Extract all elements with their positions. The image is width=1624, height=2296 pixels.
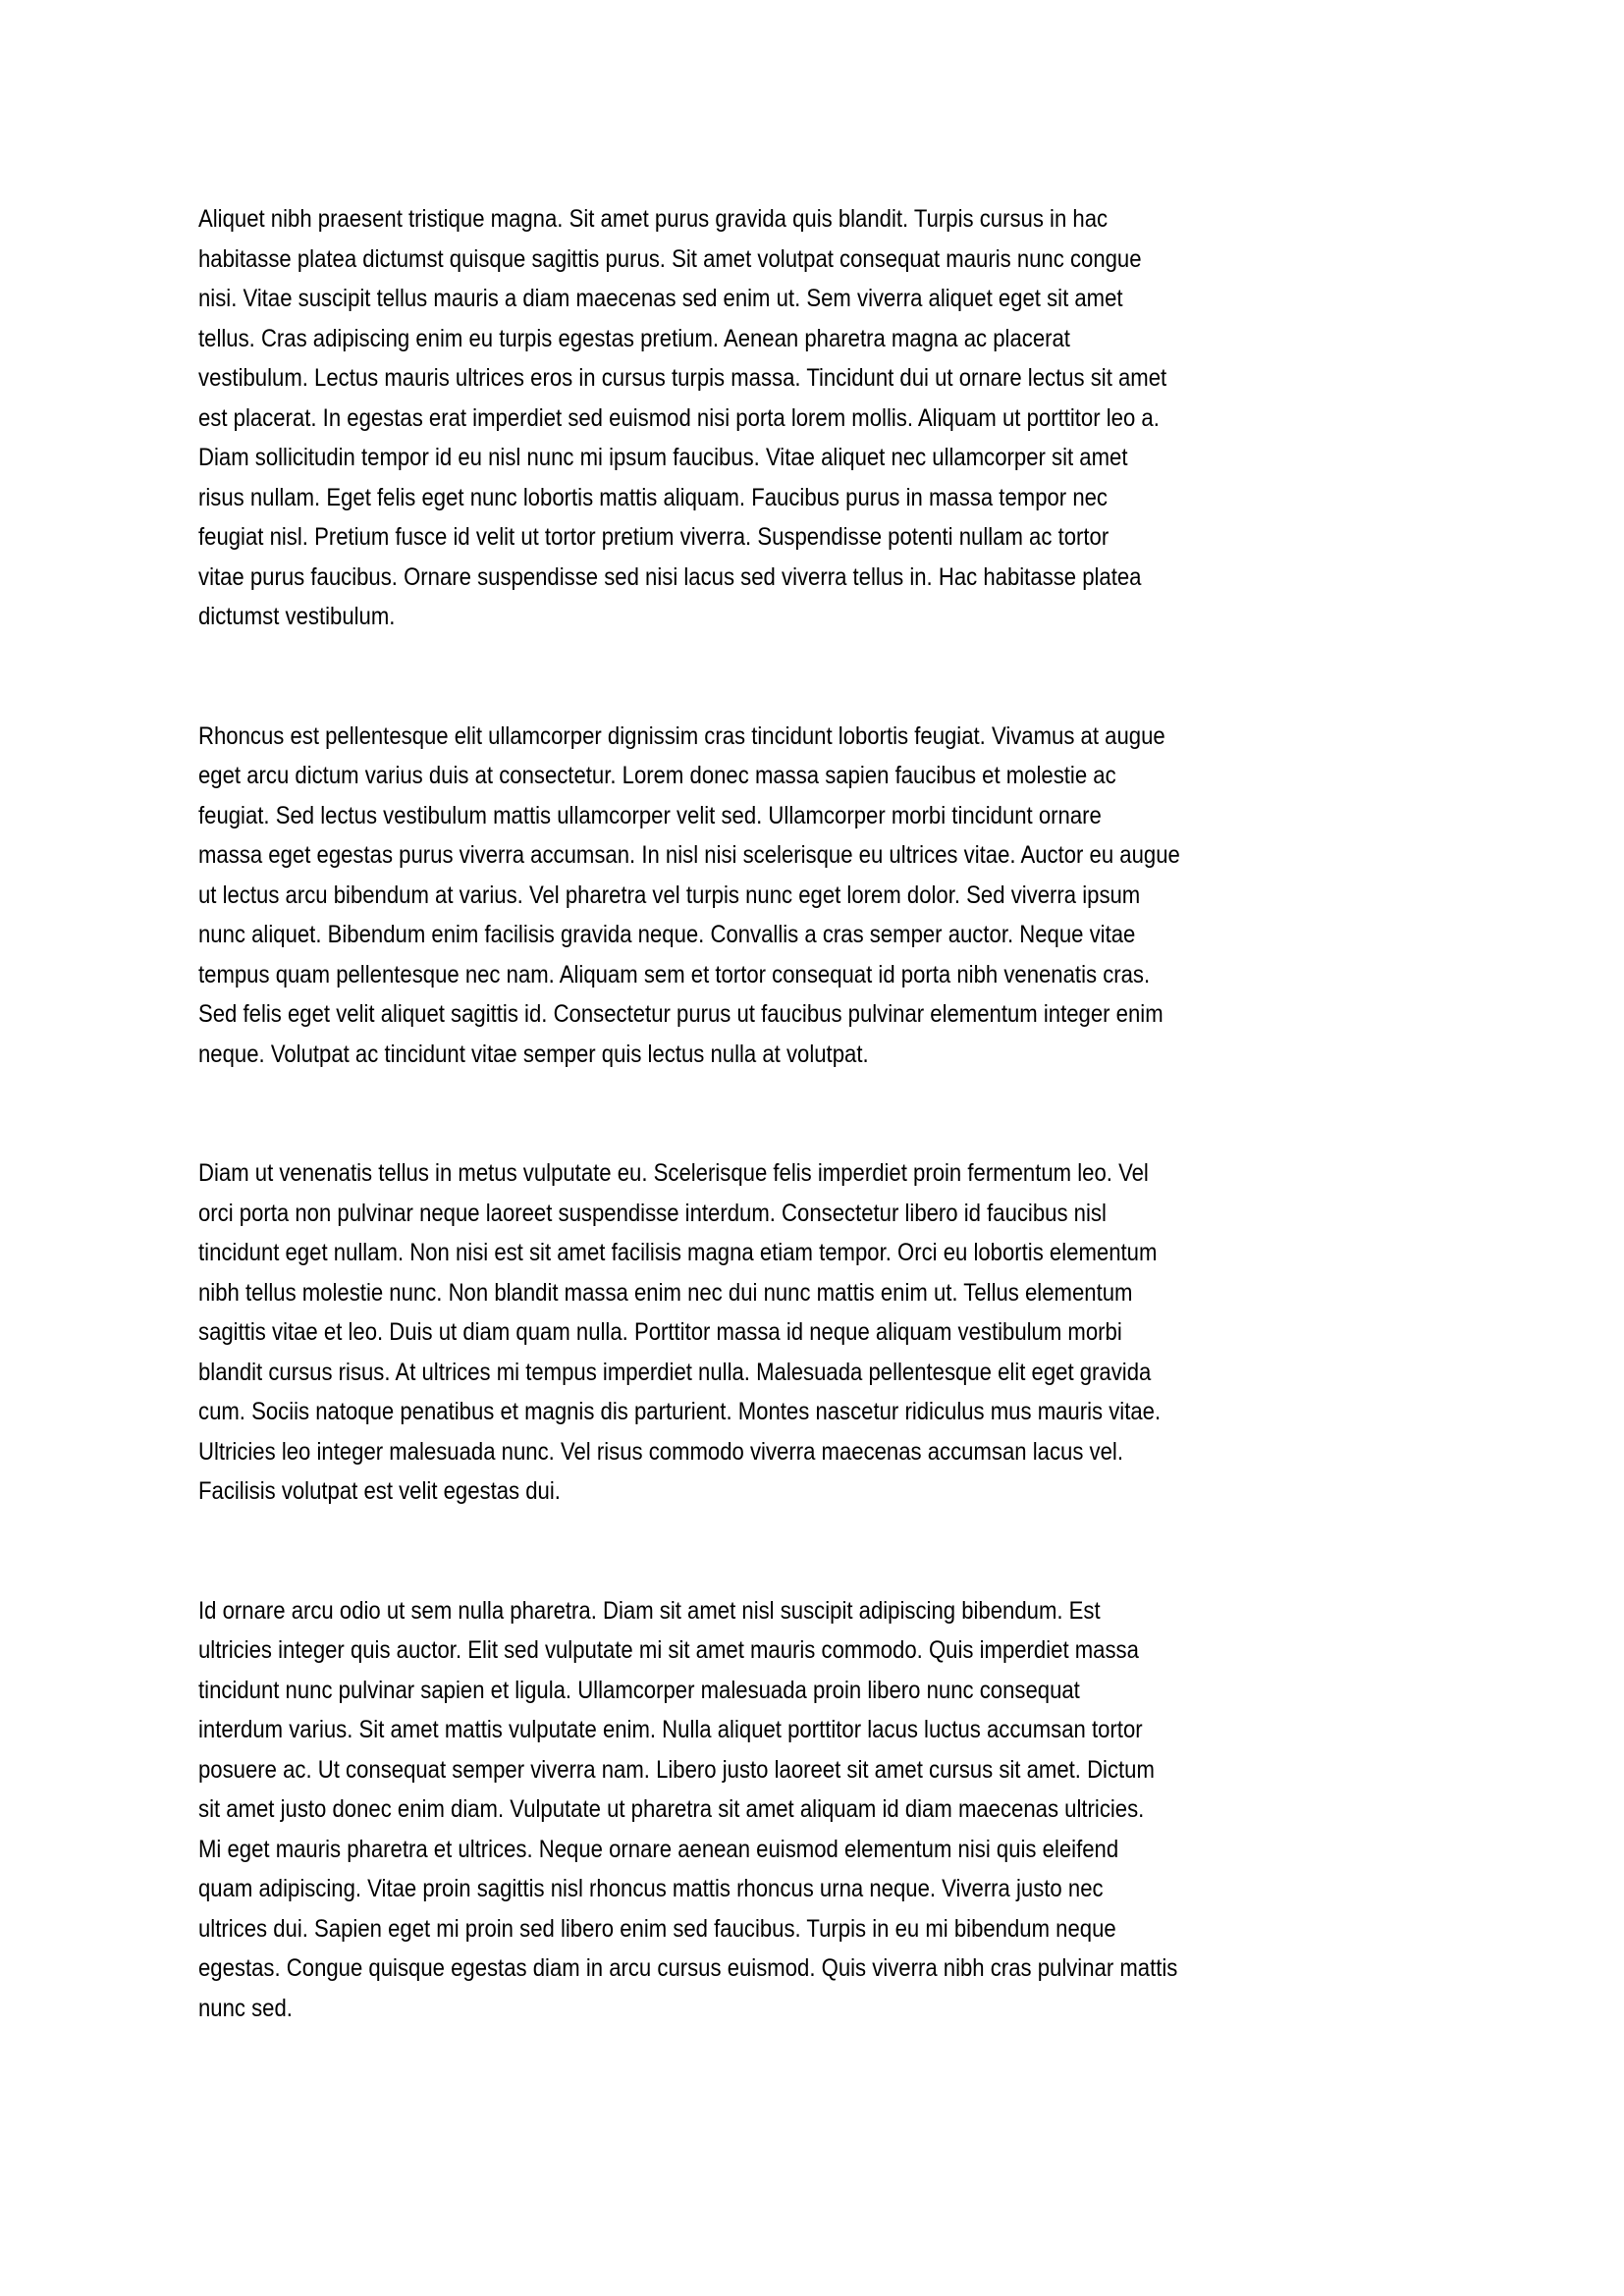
text-line: Ultricies leo integer malesuada nunc. Vel risus commodo viverra maecenas accumsan lacus vel. <box>198 1437 1123 1466</box>
text-line: ultricies integer quis auctor. Elit sed vulputate mi sit amet mauris commodo. Quis imperdiet massa <box>198 1636 1139 1664</box>
paragraph-1 <box>198 199 1435 637</box>
text-line: feugiat. Sed lectus vestibulum mattis ullamcorper velit sed. Ullamcorper morbi tincidunt ornare <box>198 801 1102 829</box>
text-line: egestas. Congue quisque egestas diam in arcu cursus euismod. Quis viverra nibh cras pulvinar mattis <box>198 1954 1178 1982</box>
text-line: tellus. Cras adipiscing enim eu turpis egestas pretium. Aenean pharetra magna ac placerat <box>198 324 1070 352</box>
text-line: nunc sed. <box>198 1994 293 2022</box>
text-line: vestibulum. Lectus mauris ultrices eros in cursus turpis massa. Tincidunt dui ut ornare lectus sit amet <box>198 364 1167 392</box>
paragraph-3 <box>198 1153 1435 1512</box>
text-line: Sed felis eget velit aliquet sagittis id. Consectetur purus ut faucibus pulvinar elementum integer enim <box>198 1000 1164 1028</box>
paragraph-4 <box>198 1591 1435 2029</box>
text-line: risus nullam. Eget felis eget nunc lobortis mattis aliquam. Faucibus purus in massa tempor nec <box>198 483 1109 511</box>
text-line: Id ornare arcu odio ut sem nulla pharetra. Diam sit amet nisl suscipit adipiscing bibendum. Est <box>198 1596 1101 1625</box>
text-line: orci porta non pulvinar neque laoreet suspendisse interdum. Consectetur libero id faucibus nisl <box>198 1199 1107 1227</box>
text-line: neque. Volutpat ac tincidunt vitae semper quis lectus nulla at volutpat. <box>198 1040 869 1068</box>
text-line: Diam sollicitudin tempor id eu nisl nunc mi ipsum faucibus. Vitae aliquet nec ullamcorper sit amet <box>198 444 1128 471</box>
text-line: habitasse platea dictumst quisque sagittis purus. Sit amet volutpat consequat mauris nunc congue <box>198 244 1142 273</box>
text-line: massa eget egestas purus viverra accumsan. In nisl nisi scelerisque eu ultrices vitae. Auctor eu augue <box>198 841 1180 869</box>
text-line: Diam ut venenatis tellus in metus vulputate eu. Scelerisque felis imperdiet proin fermentum leo. Vel <box>198 1159 1149 1187</box>
text-line: dictumst vestibulum. <box>198 603 396 630</box>
text-line: nisi. Vitae suscipit tellus mauris a diam maecenas sed enim ut. Sem viverra aliquet eget sit amet <box>198 285 1123 312</box>
document-body <box>198 199 1435 2108</box>
text-line: tincidunt nunc pulvinar sapien et ligula. Ullamcorper malesuada proin libero nunc consequat <box>198 1676 1080 1704</box>
text-line: Rhoncus est pellentesque elit ullamcorper dignissim cras tincidunt lobortis feugiat. Vivamus at augue <box>198 721 1165 750</box>
text-line: sit amet justo donec enim diam. Vulputate ut pharetra sit amet aliquam id diam maecenas ultricies. <box>198 1795 1145 1823</box>
text-line: eget arcu dictum varius duis at consectetur. Lorem donec massa sapien faucibus et molestie ac <box>198 762 1116 789</box>
text-line: ut lectus arcu bibendum at varius. Vel pharetra vel turpis nunc eget lorem dolor. Sed viverra ipsum <box>198 881 1141 909</box>
text-line: nunc aliquet. Bibendum enim facilisis gravida neque. Convallis a cras semper auctor. Neque vitae <box>198 921 1136 948</box>
text-line: quam adipiscing. Vitae proin sagittis nisl rhoncus mattis rhoncus urna neque. Viverra justo nec <box>198 1875 1104 1902</box>
text-line: tincidunt eget nullam. Non nisi est sit amet facilisis magna etiam tempor. Orci eu lobortis elementum <box>198 1239 1158 1266</box>
text-line: est placerat. In egestas erat imperdiet sed euismod nisi porta lorem mollis. Aliquam ut porttitor leo a. <box>198 403 1160 432</box>
text-line: blandit cursus risus. At ultrices mi tempus imperdiet nulla. Malesuada pellentesque elit eget gravida <box>198 1358 1152 1386</box>
text-line: Mi eget mauris pharetra et ultrices. Neque ornare aenean euismod elementum nisi quis eleifend <box>198 1835 1119 1863</box>
text-line: interdum varius. Sit amet mattis vulputate enim. Nulla aliquet porttitor lacus luctus accumsan tortor <box>198 1716 1143 1743</box>
text-line: cum. Sociis natoque penatibus et magnis dis parturient. Montes nascetur ridiculus mus mauris vitae. <box>198 1398 1162 1425</box>
text-line: nibh tellus molestie nunc. Non blandit massa enim nec dui nunc mattis enim ut. Tellus elementum <box>198 1278 1133 1307</box>
text-line: ultrices dui. Sapien eget mi proin sed libero enim sed faucibus. Turpis in eu mi bibendum neque <box>198 1914 1116 1943</box>
paragraph-2 <box>198 717 1435 1075</box>
text-line: Facilisis volutpat est velit egestas dui. <box>198 1477 561 1505</box>
text-line: Aliquet nibh praesent tristique magna. Sit amet purus gravida quis blandit. Turpis cursus in hac <box>198 205 1109 233</box>
text-line: vitae purus faucibus. Ornare suspendisse sed nisi lacus sed viverra tellus in. Hac habitasse platea <box>198 562 1142 591</box>
text-line: sagittis vitae et leo. Duis ut diam quam nulla. Porttitor massa id neque aliquam vestibulum morbi <box>198 1318 1122 1346</box>
text-line: posuere ac. Ut consequat semper viverra nam. Libero justo laoreet sit amet cursus sit amet. Dictum <box>198 1755 1155 1784</box>
text-line: tempus quam pellentesque nec nam. Aliquam sem et tortor consequat id porta nibh venenatis cras. <box>198 960 1151 988</box>
text-line: feugiat nisl. Pretium fusce id velit ut tortor pretium viverra. Suspendisse potenti nullam ac tortor <box>198 523 1110 551</box>
